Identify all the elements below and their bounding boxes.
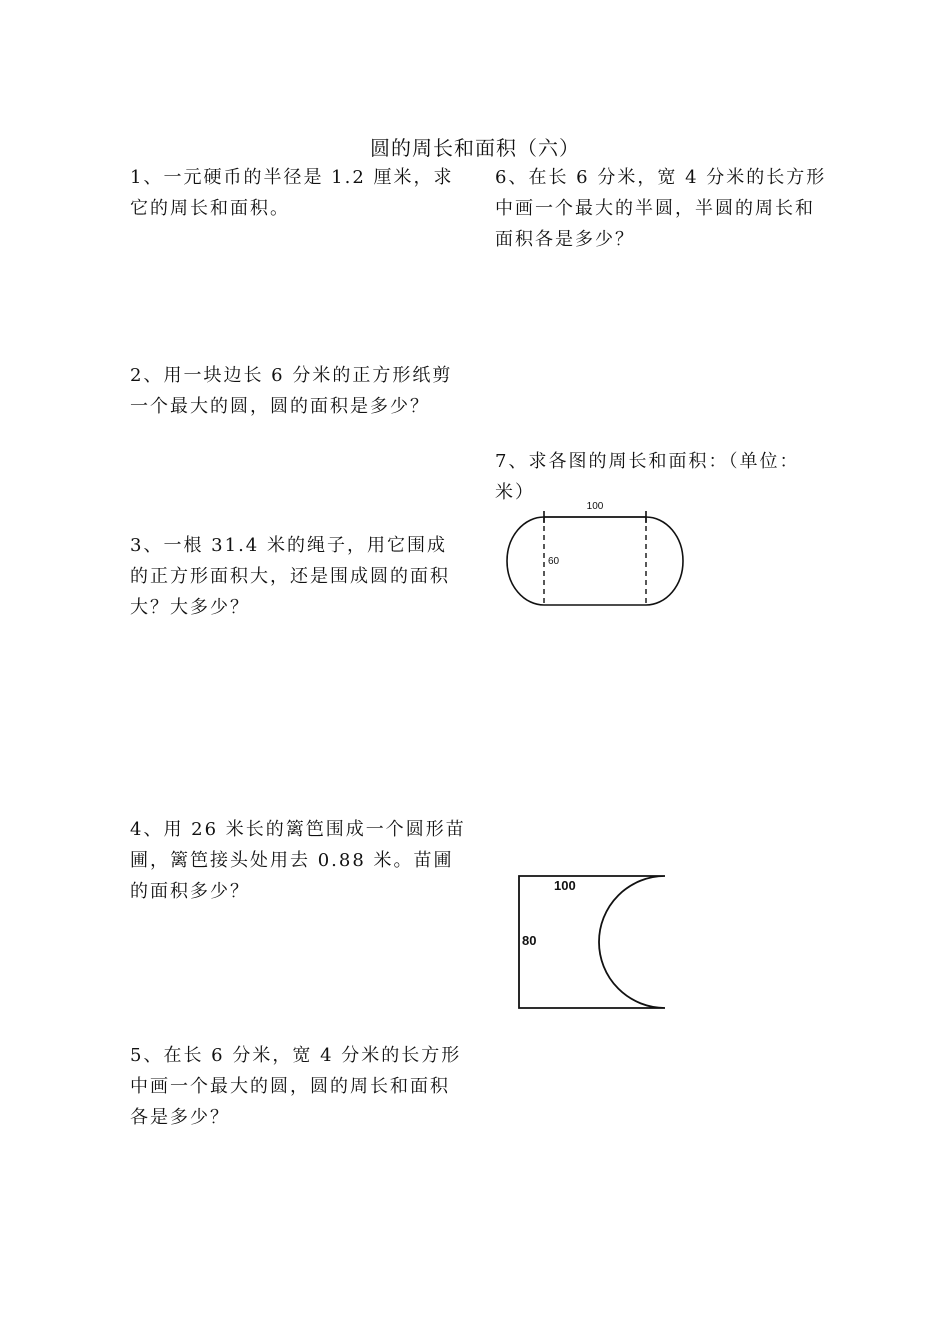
width-label: 80	[522, 933, 537, 948]
stadium-figure	[500, 495, 690, 610]
rect-cutout-figure	[510, 868, 675, 1016]
question-5: 5、在长 6 分米，宽 4 分米的长方形中画一个最大的圆，圆的周长和面积各是多少？	[130, 1045, 462, 1128]
width-label: 60	[548, 556, 560, 567]
length-label: 100	[586, 501, 604, 512]
rect-cutout-outline	[519, 876, 665, 1008]
question-3: 3、一根 31.4 米的绳子，用它围成的正方形面积大，还是围成圆的面积大？大多少？	[130, 535, 450, 618]
question-4: 4、用 26 米长的篱笆围成一个圆形苗圃，篱笆接头处用去 0.88 米。苗圃的面积多少？	[130, 819, 466, 902]
stadium-outline	[507, 517, 683, 605]
question-1: 1、一元硬币的半径是 1.2 厘米，求它的周长和面积。	[130, 167, 454, 219]
length-label: 100	[554, 878, 576, 893]
question-7: 7、求各图的周长和面积：（单位：米）	[495, 451, 800, 503]
question-6: 6、在长 6 分米，宽 4 分米的长方形中画一个最大的半圆，半圆的周长和面积各是多少？	[495, 167, 827, 250]
page-title: 圆的周长和面积（六）	[370, 136, 580, 160]
question-2: 2、用一块边长 6 分米的正方形纸剪一个最大的圆，圆的面积是多少？	[130, 365, 453, 417]
